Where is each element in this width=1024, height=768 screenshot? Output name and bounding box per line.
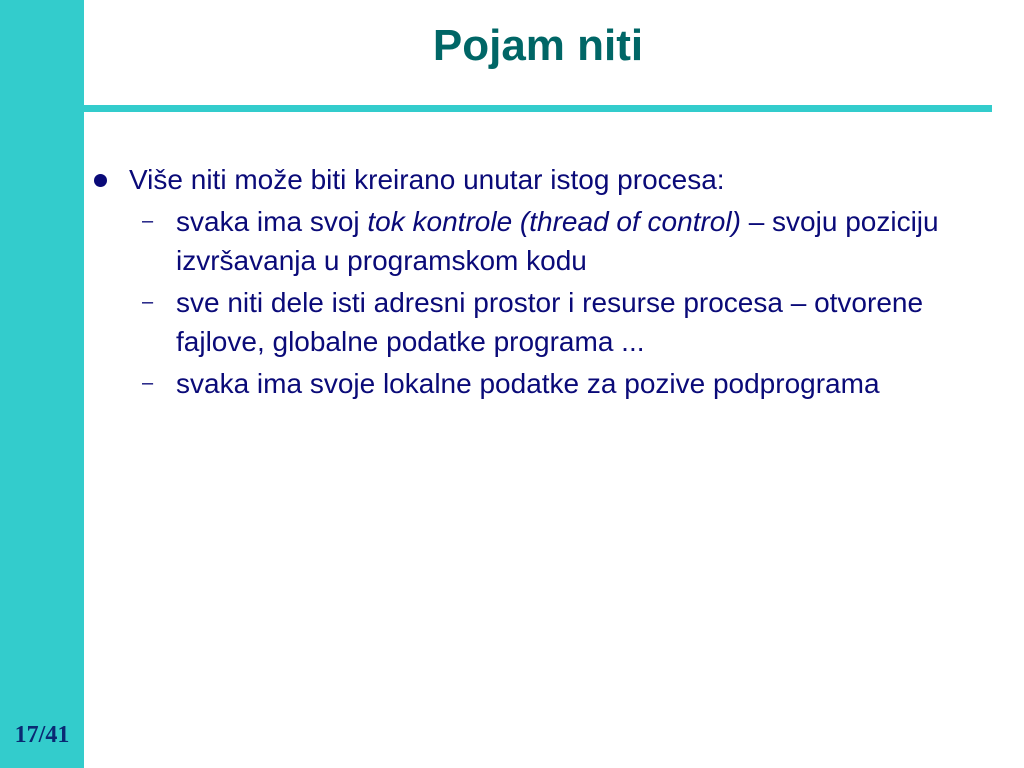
bullet-text: Više niti može biti kreirano unutar istog procesa: [129,164,725,195]
sub-bullet-item [84,202,994,280]
sub-bullet-text: sve niti dele isti adresni prostor i resurse procesa – otvorene fajlove, globalne podatke programa ... [176,287,924,357]
dash-icon: – [142,372,154,394]
sub-bullet-list [84,202,994,403]
sub-bullet-prefix: svaka ima svoj [176,206,368,237]
title-divider [84,105,992,112]
sub-bullet-item [84,364,994,403]
left-accent-bar [0,0,84,768]
bullet-item [84,160,994,199]
sub-bullet-emphasis: tok kontrole (thread of control) [367,206,741,237]
dash-icon: – [142,210,154,232]
bullet-dot-icon [94,174,107,187]
sub-bullet-suffix: – svoju poziciju izvršavanja u programskom kodu [176,206,939,276]
slide-title: Pojam niti [432,21,644,70]
dash-icon: – [142,291,154,313]
page-number: 17/41 [14,722,70,748]
slide-body [84,160,994,406]
sub-bullet-item [84,283,994,361]
sub-bullet-text: svaka ima svoje lokalne podatke za pozive podprograma [176,368,880,399]
